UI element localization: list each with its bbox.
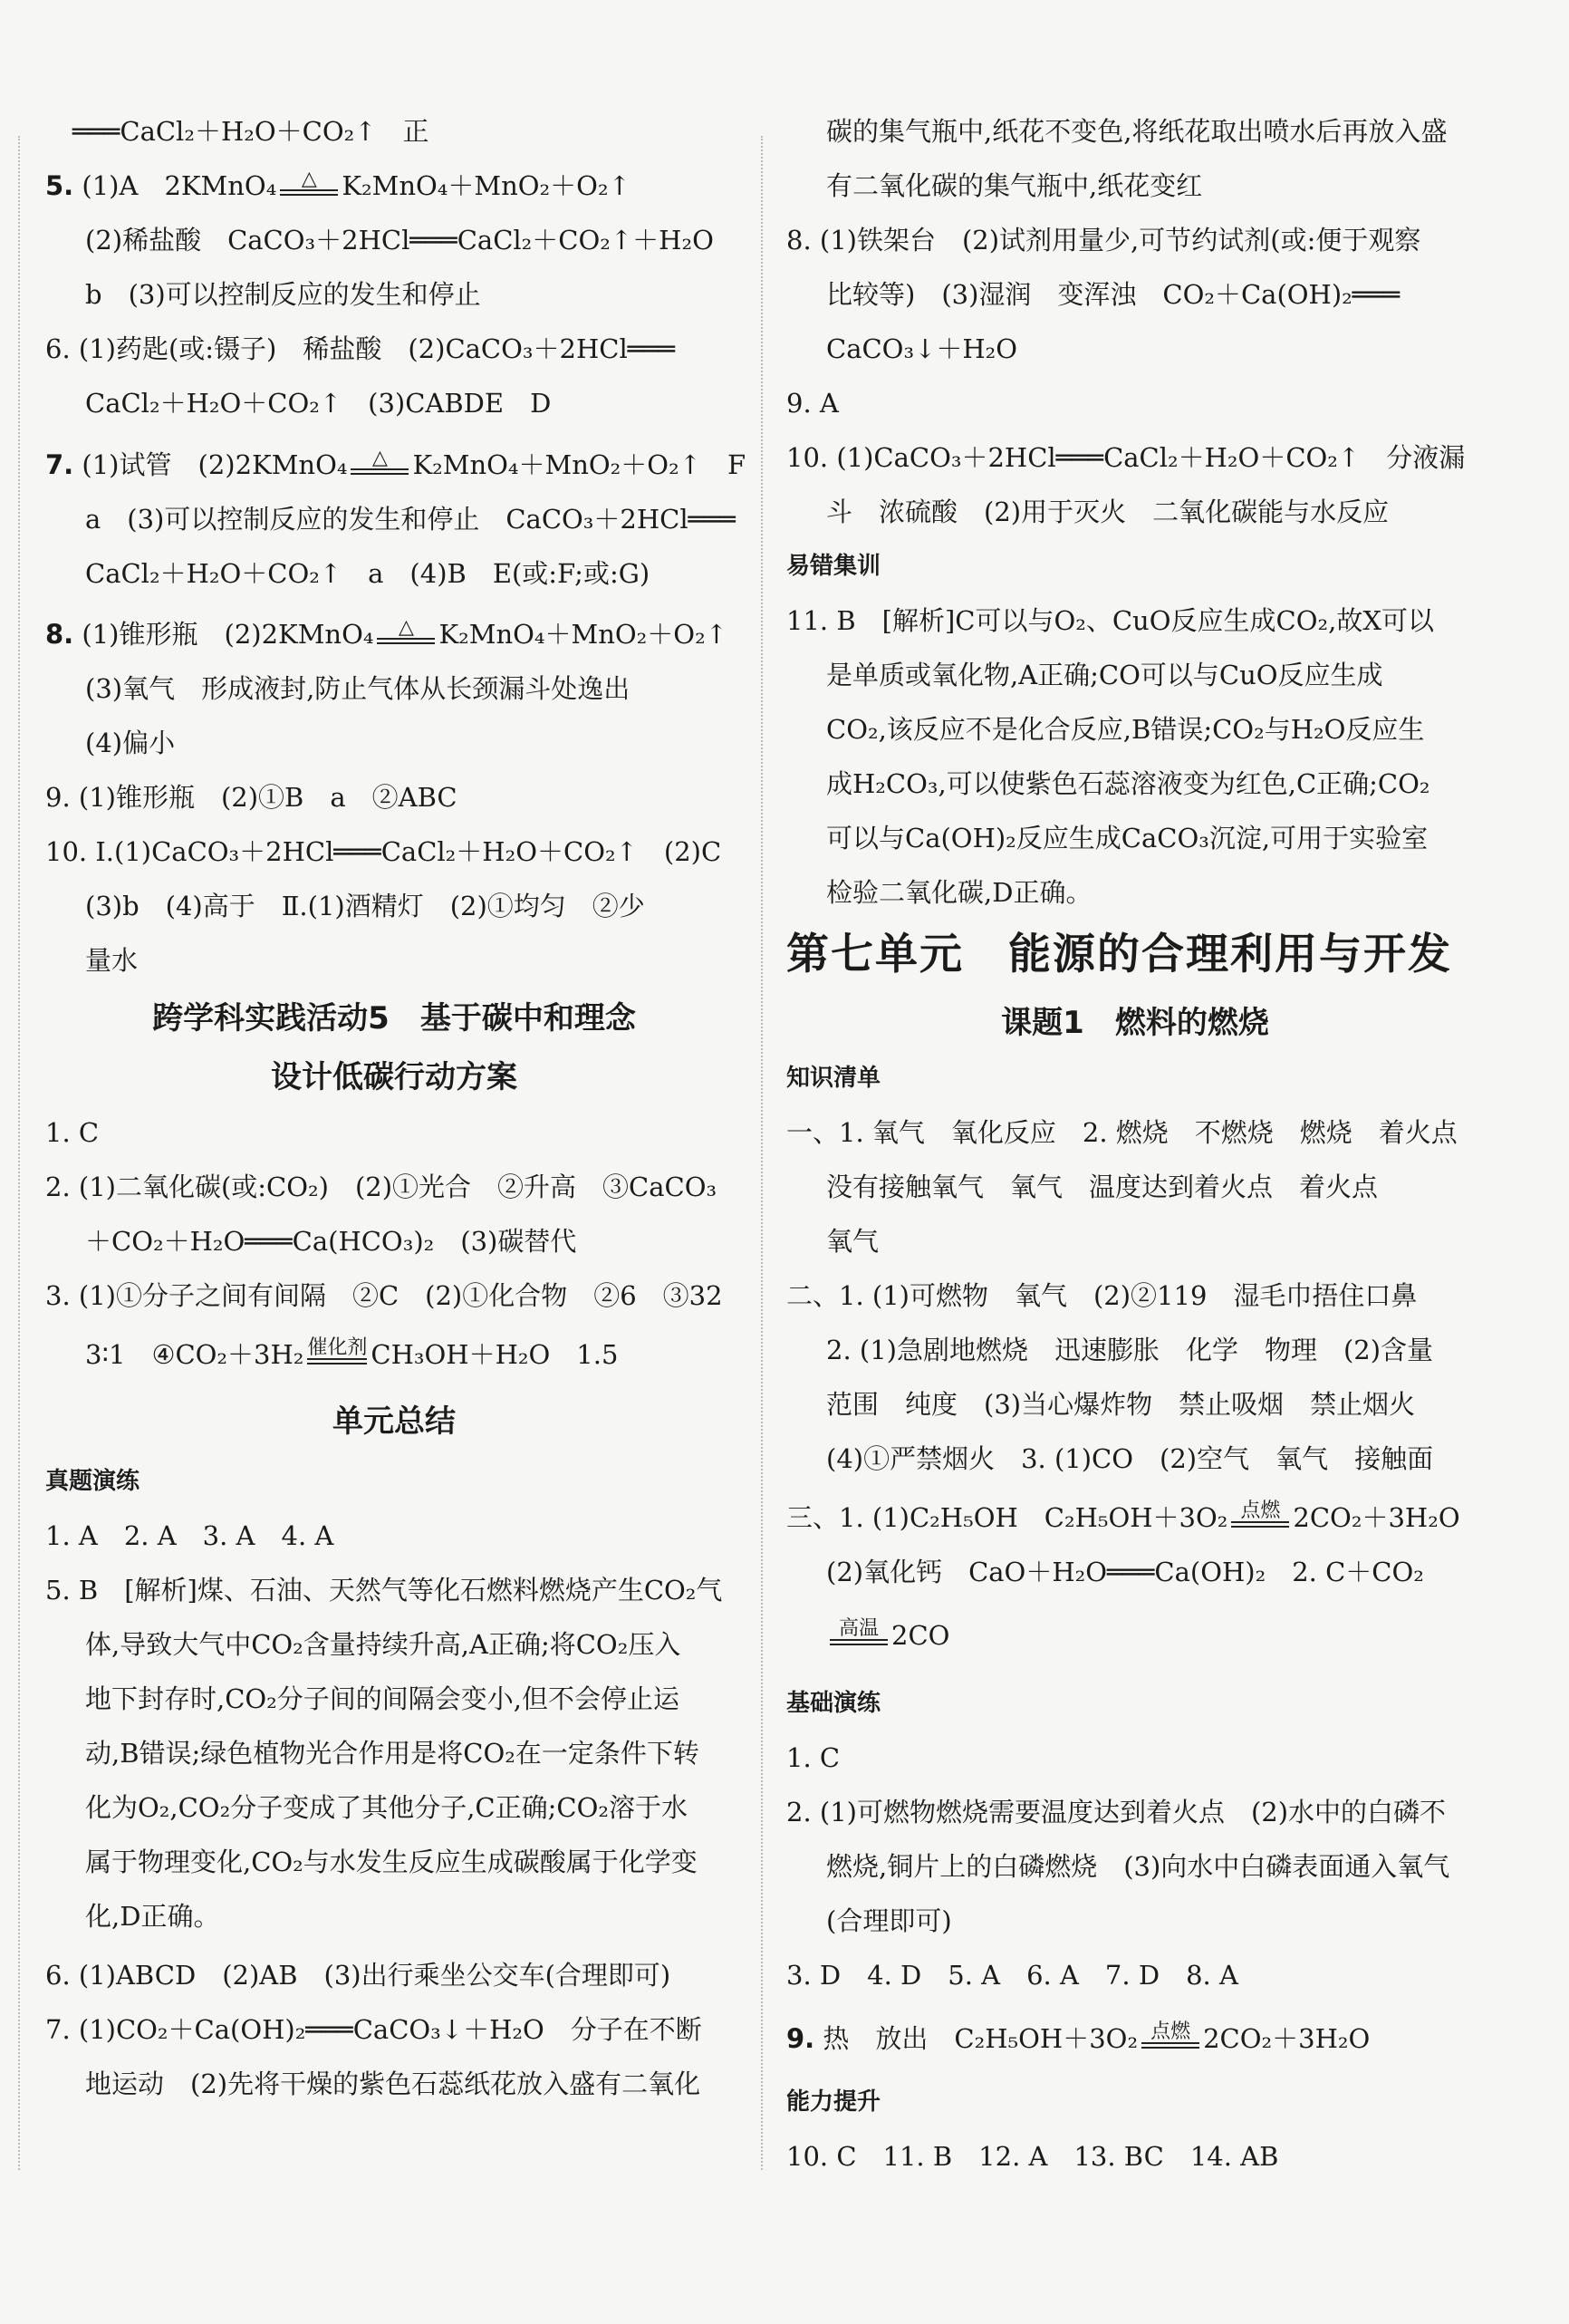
answer-line: 3. D 4. D 5. A 6. A 7. D 8. A [786,1960,1238,1991]
answer-line: CaCl₂＋H₂O＋CO₂↑ a (4)B E(或:F;或:G) [85,558,650,589]
lesson-title: 课题1 燃料的燃烧 [1001,1005,1269,1041]
answer-line: 1. C [45,1117,100,1148]
answer-line: 一、1. 氧气 氧化反应 2. 燃烧 不燃烧 燃烧 着火点 [786,1117,1458,1148]
basic-practice-subheading: 基础演练 [786,1690,881,1717]
knowledge-3-equation-line: 三、1. (1)C₂H₅OH C₂H₅OH＋3O₂ 点燃 2CO₂＋3H₂O [786,1499,1460,1533]
answer-5-line: 5. (1)A 2KMnO₄ △ K₂MnO₄＋MnO₂＋O₂↑ [45,167,630,201]
error-practice-subheading: 易错集训 [786,553,881,580]
answer-line: 氧气 [826,1226,880,1257]
answer-line: 斗 浓硫酸 (2)用于灭火 二氧化碳能与水反应 [826,497,1390,527]
answer-line: (3)氧气 形成液封,防止气体从长颈漏斗处逸出 [85,673,630,704]
answer-3-equation-line: 3∶1 ④CO₂＋3H₂ 催化剂 CH₃OH＋H₂O 1.5 [85,1336,619,1370]
ignition-condition: 点燃 [1231,1501,1289,1528]
answer-line: 2. (1)二氧化碳(或:CO₂) (2)①光合 ②升高 ③CaCO₃ [45,1172,717,1202]
left-margin-rule [18,136,20,2170]
answer-line: (2)稀盐酸 CaCO₃＋2HCl═══CaCl₂＋CO₂↑＋H₂O [85,225,714,256]
answer-line: 地运动 (2)先将干燥的紫色石蕊纸花放入盛有二氧化 [85,2068,701,2099]
answer-line: 可以与Ca(OH)₂反应生成CaCO₃沉淀,可用于实验室 [826,823,1429,853]
answer-line: 5. B [解析]煤、石油、天然气等化石燃料燃烧产生CO₂气 [45,1575,723,1606]
answer-line: 属于物理变化,CO₂与水发生反应生成碳酸属于化学变 [85,1847,698,1877]
answer-line: CaCO₃↓＋H₂O [826,333,1018,364]
heating-condition: △ [377,618,435,644]
summary-subheading: 真题演练 [45,1468,140,1495]
answer-line: 没有接触氧气 氧气 温度达到着火点 着火点 [826,1172,1379,1202]
activity-title: 跨学科实践活动5 基于碳中和理念 [152,1000,636,1037]
answer-line: 3. (1)①分子之间有间隔 ②C (2)①化合物 ②6 ③32 [45,1280,723,1311]
answer-line: 2. (1)急剧地燃烧 迅速膨胀 化学 物理 (2)含量 [826,1335,1434,1365]
answer-line: 11. B [解析]C可以与O₂、CuO反应生成CO₂,故X可以 [786,605,1434,636]
knowledge-3-2-equation-line: 高温 2CO [826,1617,1484,1654]
answer-8-line: 8. (1)锥形瓶 (2)2KMnO₄ △ K₂MnO₄＋MnO₂＋O₂↑ [45,615,728,650]
answer-line: 8. (1)铁架台 (2)试剂用量少,可节约试剂(或:便于观察 [786,225,1421,256]
answer-line: 地下封存时,CO₂分子间的间隔会变小,但不会停止运 [85,1683,680,1714]
answer-line: 1. C [786,1742,841,1773]
answer-line: ＋CO₂＋H₂O═══Ca(HCO₃)₂ (3)碳替代 [85,1226,577,1257]
answer-line: ═══CaCl₂＋H₂O＋CO₂↑ 正 [72,116,429,147]
answer-line: 6. (1)药匙(或:镊子) 稀盐酸 (2)CaCO₃＋2HCl═══ [45,333,676,364]
answer-line: (2)氧化钙 CaO＋H₂O═══Ca(OH)₂ 2. C＋CO₂ [826,1557,1424,1587]
basic-9-equation-line: 9. 热 放出 C₂H₅OH＋3O₂ 点燃 2CO₂＋3H₂O [786,2020,1371,2054]
answer-line: 动,B错误;绿色植物光合作用是将CO₂在一定条件下转 [85,1738,699,1769]
heating-condition: △ [351,448,409,475]
summary-title: 单元总结 [332,1403,456,1440]
answer-7-line: 7. (1)试管 (2)2KMnO₄ △ K₂MnO₄＋MnO₂＋O₂↑ F [45,446,746,480]
answer-line: 是单质或氧化物,A正确;CO可以与CuO反应生成 [826,660,1383,690]
knowledge-subheading: 知识清单 [786,1065,881,1092]
answer-line: (3)b (4)高于 Ⅱ.(1)酒精灯 (2)①均匀 ②少 [85,891,645,921]
answer-line: 2. (1)可燃物燃烧需要温度达到着火点 (2)水中的白磷不 [786,1797,1447,1827]
catalyst-condition: 催化剂 [307,1338,367,1365]
answer-line: 比较等) (3)湿润 变浑浊 CO₂＋Ca(OH)₂═══ [826,279,1401,310]
answer-line: 成H₂CO₃,可以使紫色石蕊溶液变为红色,C正确;CO₂ [826,768,1430,799]
answer-line: 检验二氧化碳,D正确。 [826,877,1093,908]
answer-line: 燃烧,铜片上的白磷燃烧 (3)向水中白磷表面通入氧气 [826,1851,1450,1882]
answer-line: 体,导致大气中CO₂含量持续升高,A正确;将CO₂压入 [85,1629,681,1660]
answer-line: 二、1. (1)可燃物 氧气 (2)②119 湿毛巾捂住口鼻 [786,1280,1418,1311]
answer-line: 量水 [85,945,139,976]
answer-line: a (3)可以控制反应的发生和停止 CaCO₃＋2HCl═══ [85,504,736,535]
high-temp-condition: 高温 [830,1619,888,1645]
answer-line: 10. (1)CaCO₃＋2HCl═══CaCl₂＋H₂O＋CO₂↑ 分液漏 [786,442,1466,473]
answer-line: 化为O₂,CO₂分子变成了其他分子,C正确;CO₂溶于水 [85,1792,688,1823]
answer-line: CaCl₂＋H₂O＋CO₂↑ (3)CABDE D [85,388,552,419]
answer-line: 化,D正确。 [85,1901,220,1932]
answer-line: (4)①严禁烟火 3. (1)CO (2)空气 氧气 接触面 [826,1443,1434,1474]
answer-line: 10. C 11. B 12. A 13. BC 14. AB [786,2141,1279,2172]
answer-line: (4)偏小 [85,728,176,758]
answer-line: 6. (1)ABCD (2)AB (3)出行乘坐公交车(合理即可) [45,1960,671,1991]
answer-line: 1. A 2. A 3. A 4. A [45,1520,334,1551]
answer-line: 7. (1)CO₂＋Ca(OH)₂═══CaCO₃↓＋H₂O 分子在不断 [45,2014,702,2045]
unit-title: 第七单元 能源的合理利用与开发 [786,930,1452,979]
ignition-condition: 点燃 [1141,2022,1199,2049]
answer-line: 9. (1)锥形瓶 (2)①B a ②ABC [45,782,457,813]
answer-line: 10. Ⅰ.(1)CaCO₃＋2HCl═══CaCl₂＋H₂O＋CO₂↑ (2)C [45,836,722,867]
column-divider [761,136,763,2170]
activity-subtitle: 设计低碳行动方案 [271,1059,517,1095]
answer-line: b (3)可以控制反应的发生和停止 [85,279,481,310]
answer-line: (合理即可) [826,1905,952,1936]
heating-condition: △ [280,169,338,196]
answer-line: 碳的集气瓶中,纸花不变色,将纸花取出喷水后再放入盛 [826,116,1448,147]
answer-line: 范围 纯度 (3)当心爆炸物 禁止吸烟 禁止烟火 [826,1389,1416,1420]
answer-line: 9. A [786,388,839,419]
ability-subheading: 能力提升 [786,2088,881,2116]
answer-line: 有二氧化碳的集气瓶中,纸花变红 [826,170,1203,201]
answer-line: CO₂,该反应不是化合反应,B错误;CO₂与H₂O反应生 [826,714,1425,745]
